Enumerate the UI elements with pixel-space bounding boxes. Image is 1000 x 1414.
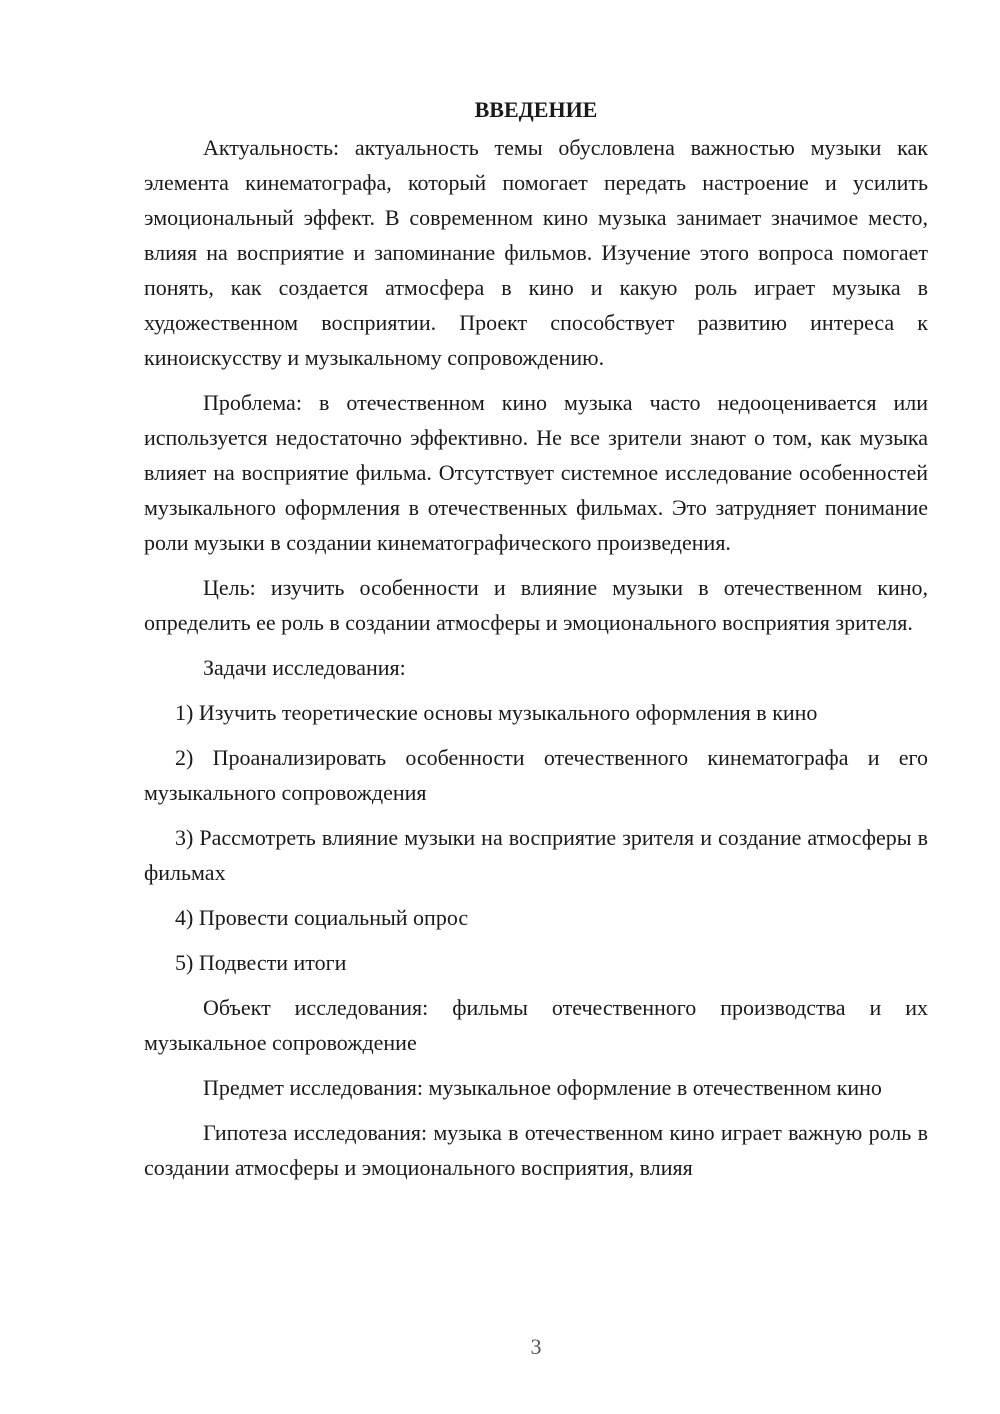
page-title: ВВЕДЕНИЕ <box>474 97 598 122</box>
subject-paragraph: Предмет исследования: музыкальное оформление в отечественном кино <box>203 1075 882 1100</box>
goal-paragraph: Цель: изучить особенности и влияние музыки в отечественном кино, определить ее роль в создании атмосферы и эмоционального восприятия зрителя. <box>144 575 928 635</box>
task-item-4: 4) Провести социальный опрос <box>175 905 469 930</box>
task-item-5: 5) Подвести итоги <box>175 950 347 975</box>
task-item-3: 3) Рассмотреть влияние музыки на восприятие зрителя и создание атмосферы в фильмах <box>144 825 928 885</box>
hypothesis-paragraph: Гипотеза исследования: музыка в отечественном кино играет важную роль в создании атмосферы и эмоционального восприятия, влияя <box>144 1120 928 1180</box>
object-paragraph: Объект исследования: фильмы отечественного производства и их музыкальное сопровождение <box>144 995 928 1055</box>
task-item-2: 2) Проанализировать особенности отечественного кинематографа и его музыкального сопровождения <box>144 745 928 805</box>
relevance-paragraph: Актуальность: актуальность темы обусловлена важностью музыки как элемента кинематографа, который помогает передать настроение и усилить эмоциональный эффект. В современном кино музыка занимает значимое место, влияя на восприятие и запоминание фильмов. Изучение этого вопроса помогает понять, как создается атмосфера в кино и какую роль играет музыка в художественном восприятии. Проект способствует развитию интереса к киноискусству и музыкальному сопровождению. <box>144 135 928 370</box>
tasks-heading: Задачи исследования: <box>203 655 406 680</box>
problem-paragraph: Проблема: в отечественном кино музыка часто недооценивается или используется недостаточно эффективно. Не все зрители знают о том, как музыка влияет на восприятие фильма. Отсутствует системное исследование особенностей музыкального оформления в отечественных фильмах. Это затрудняет понимание роли музыки в создании кинематографического произведения. <box>144 390 928 555</box>
task-item-1: 1) Изучить теоретические основы музыкального оформления в кино <box>175 700 818 725</box>
page-content <box>144 92 928 1195</box>
page-number: 3 <box>530 1334 542 1359</box>
